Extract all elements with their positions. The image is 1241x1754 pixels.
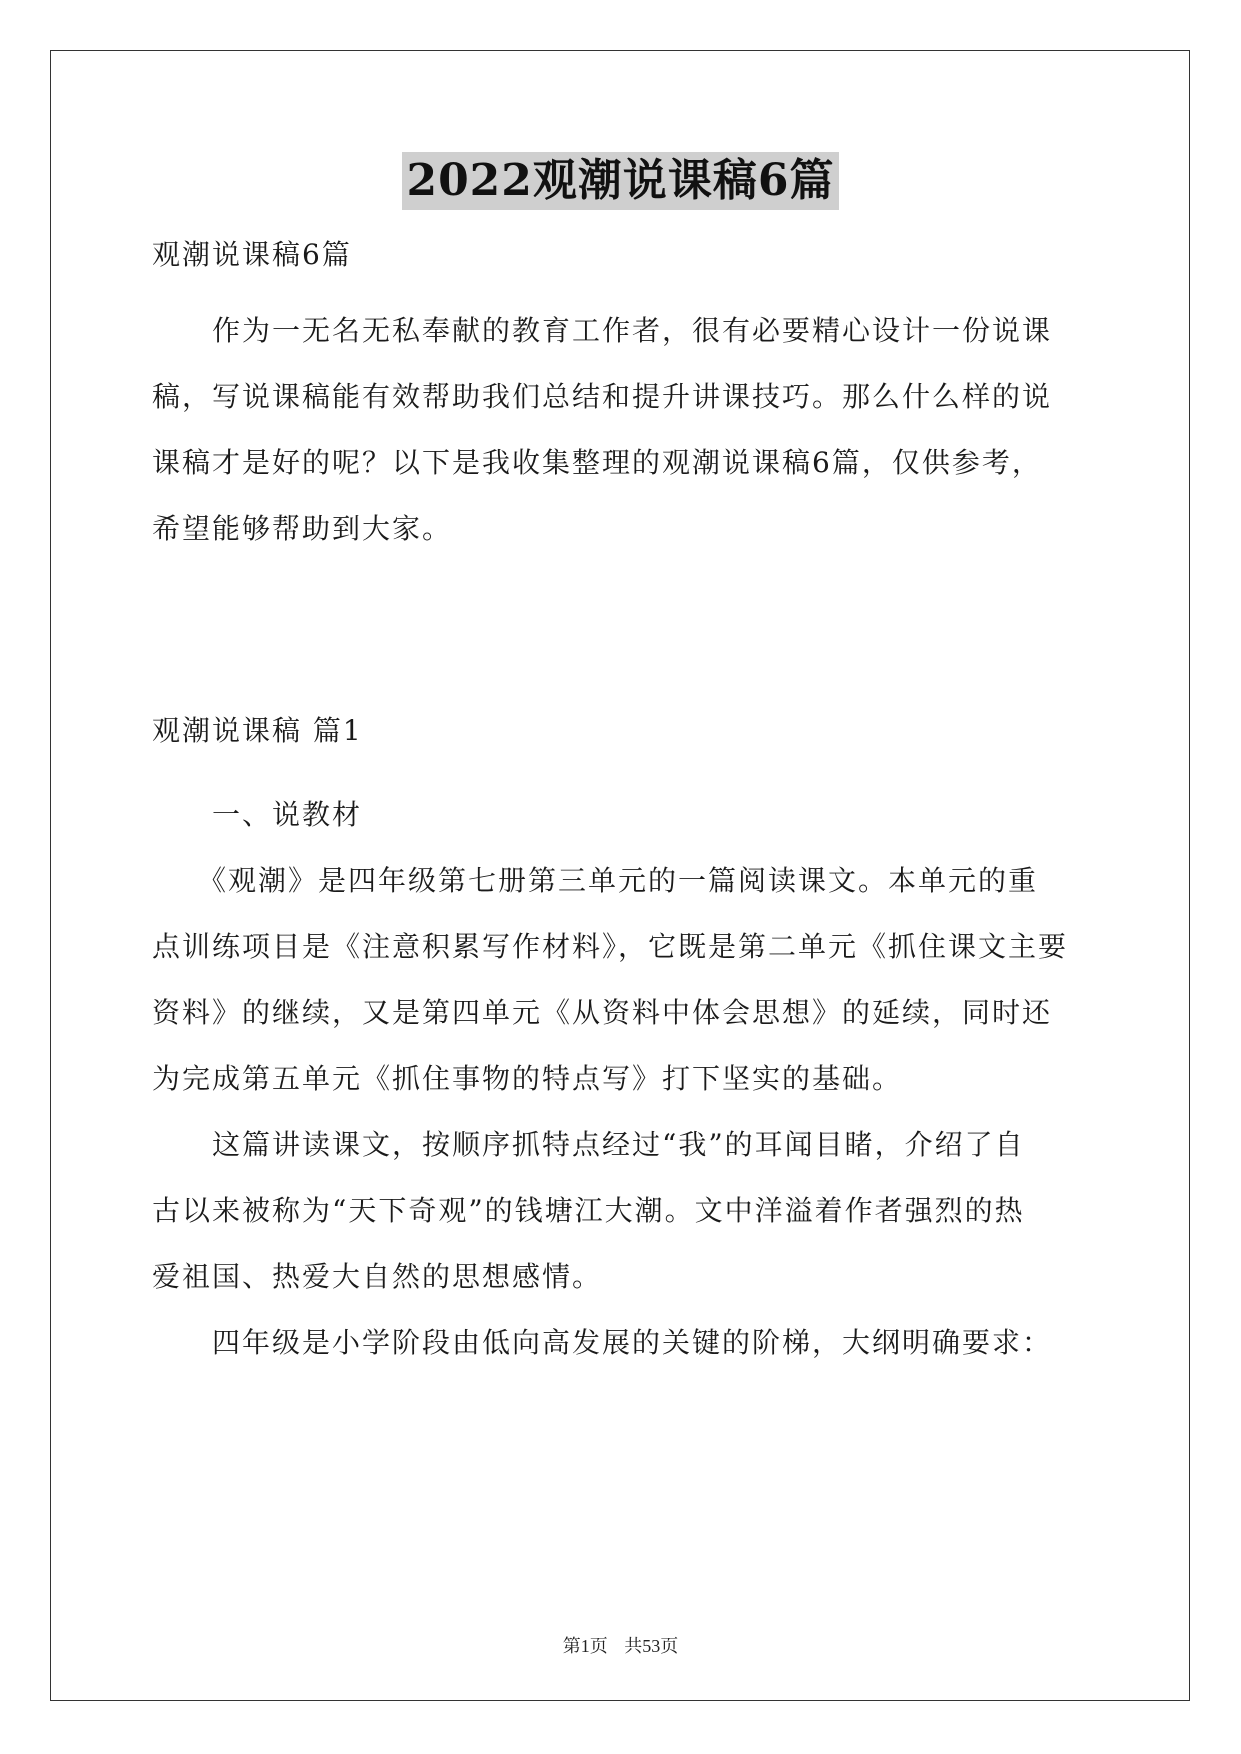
intro-heading: 观潮说课稿6篇	[152, 238, 352, 271]
para-b-line: 古以来被称为“天下奇观”的钱塘江大潮。文中洋溢着作者强烈的热	[152, 1194, 1025, 1227]
para-a-line: 资料》的继续，又是第四单元《从资料中体会思想》的延续，同时还	[152, 996, 1053, 1029]
para-b-line: 这篇讲读课文，按顺序抓特点经过“我”的耳闻目睹，介绍了自	[152, 1128, 1025, 1161]
intro-line: 稿，写说课稿能有效帮助我们总结和提升讲课技巧。那么什么样的说	[152, 380, 1053, 413]
intro-paragraph	[152, 298, 1092, 562]
section1-body	[152, 782, 1092, 1376]
para-b-line: 爱祖国、热爱大自然的思想感情。	[152, 1260, 603, 1293]
intro-line: 作为一无名无私奉献的教育工作者，很有必要精心设计一份说课	[152, 314, 1053, 347]
document-title: 2022观潮说课稿6篇	[402, 152, 838, 210]
para-a-line: 为完成第五单元《抓住事物的特点写》打下坚实的基础。	[152, 1062, 903, 1095]
page-number: 第1页	[562, 1636, 608, 1656]
intro-line: 希望能够帮助到大家。	[152, 512, 453, 545]
para-a-line: 点训练项目是《注意积累写作材料》，它既是第二单元《抓住课文主要	[152, 930, 1069, 963]
page-total: 共53页	[624, 1636, 679, 1656]
page-footer	[0, 1632, 1241, 1658]
section1-heading: 观潮说课稿 篇1	[152, 714, 363, 747]
title-wrap	[0, 152, 1241, 210]
intro-line: 课稿才是好的呢？以下是我收集整理的观潮说课稿6篇，仅供参考，	[152, 446, 1042, 479]
section1-subheading: 一、说教材	[152, 798, 363, 831]
para-c-line: 四年级是小学阶段由低向高发展的关键的阶梯，大纲明确要求：	[152, 1326, 1053, 1359]
para-a-line: 《观潮》是四年级第七册第三单元的一篇阅读课文。本单元的重	[152, 864, 1039, 897]
